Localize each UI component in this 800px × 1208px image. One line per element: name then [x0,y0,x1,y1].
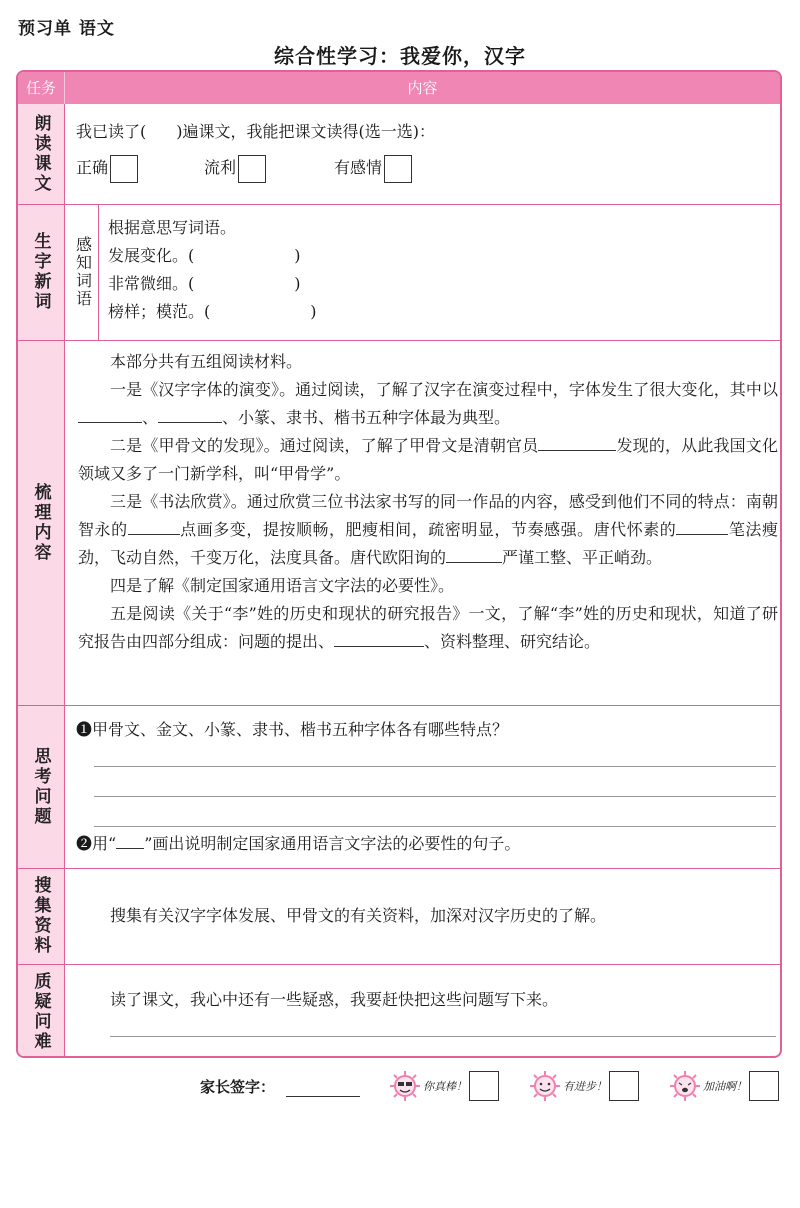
stamp-checkbox[interactable] [609,1071,639,1101]
fill-blank[interactable] [538,432,616,451]
stamp-great: 你真棒！ [388,1068,499,1104]
stamp-checkbox[interactable] [749,1071,779,1101]
question-2: ❷用“ ”画出说明制定国家通用语言文字法的必要性的句子。 [76,830,520,858]
task-label-outline: 梳理内容 [30,482,51,563]
fill-blank[interactable] [446,544,502,563]
answer-line[interactable] [94,796,776,797]
word-item[interactable]: 发展变化。( ) [108,246,301,265]
word-item[interactable]: 非常微细。( ) [108,274,301,293]
checkbox[interactable] [238,155,266,183]
footer [0,1068,800,1108]
row-divider [18,705,780,706]
task-label-doubts: 质疑问难 [30,972,51,1052]
row-divider [18,340,780,341]
fill-blank[interactable] [158,404,222,423]
table-header [18,72,780,104]
reading-option[interactable]: 流利 [204,154,266,183]
row-divider [18,964,780,965]
doubts-text: 读了课文，我心中还有一些疑惑，我要赶快把这些问题写下来。 [110,990,559,1009]
sunglasses-sun-icon [388,1069,422,1103]
word-item[interactable]: 榜样；模范。( ) [108,302,317,321]
fill-blank[interactable] [334,628,424,647]
task-label-collect: 搜集资料 [30,876,51,956]
question-1: ❶甲骨文、金文、小篆、隶书、楷书五种字体各有哪些特点？ [76,720,509,739]
fill-blank[interactable] [128,516,180,535]
reading-option[interactable]: 有感情 [334,154,412,183]
task-label-words: 生字新词 [30,232,51,312]
signature-line[interactable] [286,1096,360,1097]
stamp-progress: 有进步！ [528,1068,639,1104]
sub-label: 感知词语 [68,204,99,340]
row-divider [18,868,780,869]
checkbox[interactable] [110,155,138,183]
stamp-cheer: 加油啊！ [668,1068,779,1104]
task-table [16,70,782,1058]
parent-signature-label: 家长签字： [200,1078,276,1096]
header-task: 任务 [25,79,56,97]
row-divider [18,204,780,205]
underline-sample [116,830,144,849]
collect-text: 搜集有关汉字字体发展、甲骨文的有关资料，加深对汉字历史的了解。 [110,906,607,925]
task-label-reading: 朗读课文 [30,114,51,194]
cheering-sun-icon [668,1069,702,1103]
worksheet-tag: 预习单 语文 [18,19,115,39]
reading-question: 我已读了( )遍课文，我能把课文读得(选一选)： [76,122,435,141]
answer-line[interactable] [110,1036,776,1037]
words-instruction: 根据意思写词语。 [108,218,237,237]
smiling-sun-icon [528,1069,562,1103]
answer-line[interactable] [94,826,776,827]
answer-line[interactable] [94,766,776,767]
fill-blank[interactable] [676,516,728,535]
header-content: 内容 [64,72,780,104]
fill-blank[interactable] [78,404,142,423]
stamp-checkbox[interactable] [469,1071,499,1101]
task-label-questions: 思考问题 [30,746,51,827]
checkbox[interactable] [384,155,412,183]
reading-option[interactable]: 正确 [76,154,138,183]
outline-text: 本部分共有五组阅读材料。 一是《汉字字体的演变》。通过阅读，了解了汉字在演变过程中，字体发生了很大变化，其中以、 、小篆、隶书、楷书五种字体最为典型。 二是《甲骨文的发现》。通过阅读，了解了甲骨文是清朝官员 发现的，从此我国文化领域又多了一门新学科，叫“甲骨学”。 三是《书法欣赏》。通过欣赏三位书法家书写的同一作品的内容，感受到他们不同的特点：南朝智永的 点画多变，提按顺畅，肥瘦相间，疏密明显，节奏感强。唐代怀素的 笔法瘦劲，飞动自然，千变万化，法度具备。唐代欧阳询的 严谨工整、平正峭劲。 四是了解《制定国家通用语言文字法的必要性》。 五是阅读《关于“李”姓的历史和现状的研究报告》一文，了解“李”姓的历史和现状，知道了研究报告由四部分组成：问题的提出、 、资料整理、研究结论。 [78,352,778,651]
page-title: 综合性学习：我爱你，汉字 [274,44,526,68]
